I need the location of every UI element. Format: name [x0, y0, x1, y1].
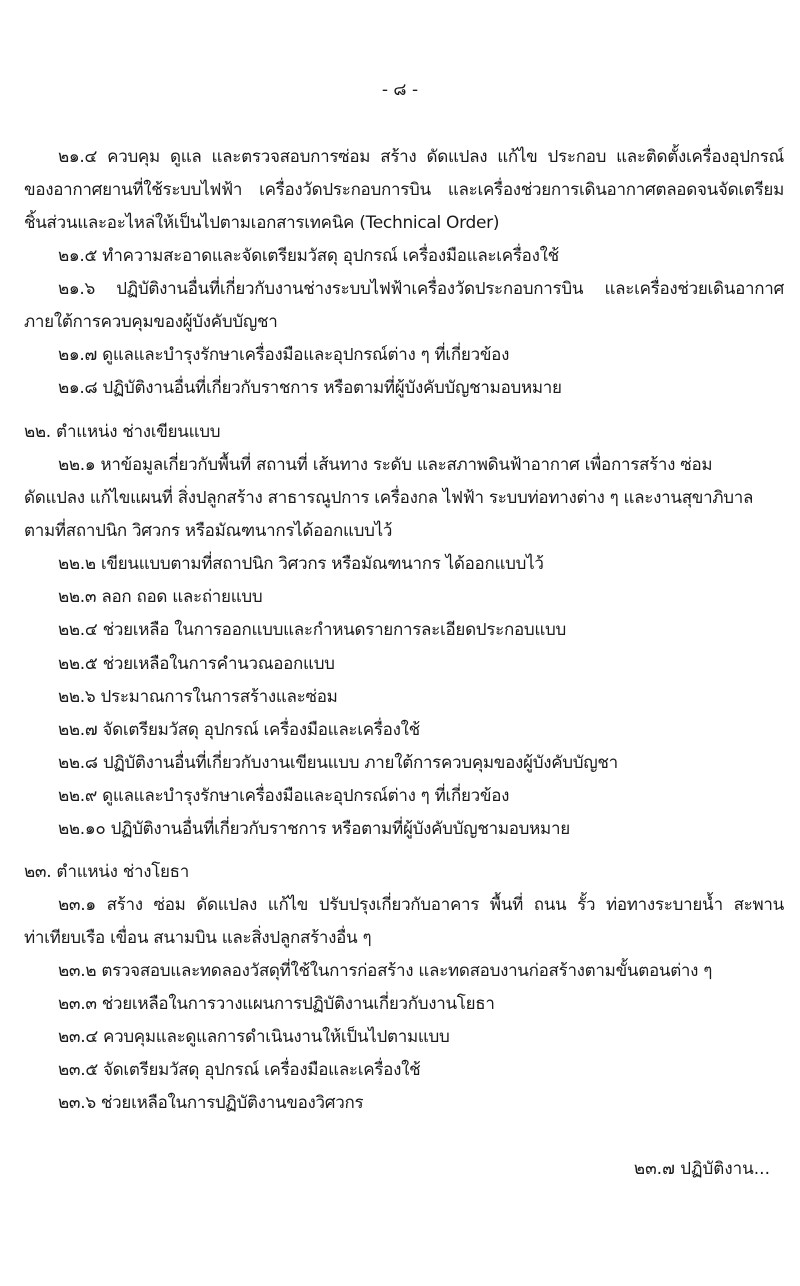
text-line: ๒๒.๑๐ ปฏิบัติงานอื่นที่เกี่ยวกับราชการ หรือตามที่ผู้บังคับบัญชามอบหมาย: [58, 819, 570, 839]
text-line: ๒๓.๑ สร้าง ซ่อม ดัดแปลง แก้ไข ปรับปรุงเกี่ยวกับอาคาร พื้นที่ ถนน รั้ว ท่อทางระบายน้ำ สะพาน: [58, 895, 784, 915]
text-line: ของอากาศยานที่ใช้ระบบไฟฟ้า เครื่องวัดประกอบการบิน และเครื่องช่วยการเดินอากาศตลอดจนจัดเตรียม: [24, 180, 784, 200]
text-line: ๒๓.๕ จัดเตรียมวัสดุ อุปกรณ์ เครื่องมือและเครื่องใช้: [58, 1060, 421, 1080]
text-line: ๒๒.๒ เขียนแบบตามที่สถาปนิก วิศวกร หรือมัณฑนากร ได้ออกแบบไว้: [58, 554, 544, 574]
text-line: ๒๑.๕ ทำความสะอาดและจัดเตรียมวัสดุ อุปกรณ์ เครื่องมือและเครื่องใช้: [58, 246, 559, 266]
text-line: ๒๒.๘ ปฏิบัติงานอื่นที่เกี่ยวกับงานเขียนแบบ ภายใต้การควบคุมของผู้บังคับบัญชา: [58, 753, 618, 773]
text-line: ภายใต้การควบคุมของผู้บังคับบัญชา: [24, 312, 278, 332]
text-line: ๒๑.๘ ปฏิบัติงานอื่นที่เกี่ยวกับราชการ หรือตามที่ผู้บังคับบัญชามอบหมาย: [58, 378, 562, 398]
text-line: ๒๒.๔ ช่วยเหลือ ในการออกแบบและกำหนดรายการละเอียดประกอบแบบ: [58, 620, 566, 640]
text-line: ๒๒.๓ ลอก ถอด และถ่ายแบบ: [58, 587, 263, 607]
text-line: ๒๓. ตำแหน่ง ช่างโยธา: [24, 862, 190, 882]
text-line: ตามที่สถาปนิก วิศวกร หรือมัณฑนากรได้ออกแบบไว้: [24, 521, 393, 541]
continuation-footer: ๒๓.๗ ปฏิบัติงาน...: [633, 1159, 770, 1179]
text-line: ๒๓.๖ ช่วยเหลือในการปฏิบัติงานของวิศวกร: [58, 1093, 364, 1113]
text-line: ๒๒.๑ หาข้อมูลเกี่ยวกับพื้นที่ สถานที่ เส้นทาง ระดับ และสภาพดินฟ้าอากาศ เพื่อการสร้าง ซ่อม: [58, 455, 713, 475]
text-line: ๒๒.๙ ดูแลและบำรุงรักษาเครื่องมือและอุปกรณ์ต่าง ๆ ที่เกี่ยวข้อง: [58, 786, 510, 806]
text-line: ๒๑.๔ ควบคุม ดูแล และตรวจสอบการซ่อม สร้าง ดัดแปลง แก้ไข ประกอบ และติดตั้งเครื่องอุปกรณ์: [58, 147, 784, 167]
text-line: ๒๒.๕ ช่วยเหลือในการคำนวณออกแบบ: [58, 654, 335, 674]
text-line: ๒๑.๖ ปฏิบัติงานอื่นที่เกี่ยวกับงานช่างระบบไฟฟ้าเครื่องวัดประกอบการบิน และเครื่องช่วยเดินอากาศ: [58, 279, 784, 299]
text-line: ๒๓.๒ ตรวจสอบและทดลองวัสดุที่ใช้ในการก่อสร้าง และทดสอบงานก่อสร้างตามขั้นตอนต่าง ๆ: [58, 961, 713, 981]
text-line: ๒๑.๗ ดูแลและบำรุงรักษาเครื่องมือและอุปกรณ์ต่าง ๆ ที่เกี่ยวข้อง: [58, 345, 510, 365]
text-line: ชิ้นส่วนและอะไหล่ให้เป็นไปตามเอกสารเทคนิค (Technical Order): [24, 213, 500, 233]
text-line: ดัดแปลง แก้ไขแผนที่ สิ่งปลูกสร้าง สาธารณูปการ เครื่องกล ไฟฟ้า ระบบท่อทางต่าง ๆ และงานสุขาภิบาล: [24, 488, 754, 508]
text-line: ๒๓.๓ ช่วยเหลือในการวางแผนการปฏิบัติงานเกี่ยวกับงานโยธา: [58, 994, 495, 1014]
text-line: ๒๓.๔ ควบคุมและดูแลการดำเนินงานให้เป็นไปตามแบบ: [58, 1027, 450, 1047]
text-line: ๒๒.๖ ประมาณการในการสร้างและซ่อม: [58, 687, 338, 707]
page-number: - ๘ -: [381, 80, 419, 100]
text-line: ท่าเทียบเรือ เขื่อน สนามบิน และสิ่งปลูกสร้างอื่น ๆ: [24, 928, 372, 948]
text-line: ๒๒.๗ จัดเตรียมวัสดุ อุปกรณ์ เครื่องมือและเครื่องใช้: [58, 720, 420, 740]
text-line: ๒๒. ตำแหน่ง ช่างเขียนแบบ: [24, 422, 221, 442]
